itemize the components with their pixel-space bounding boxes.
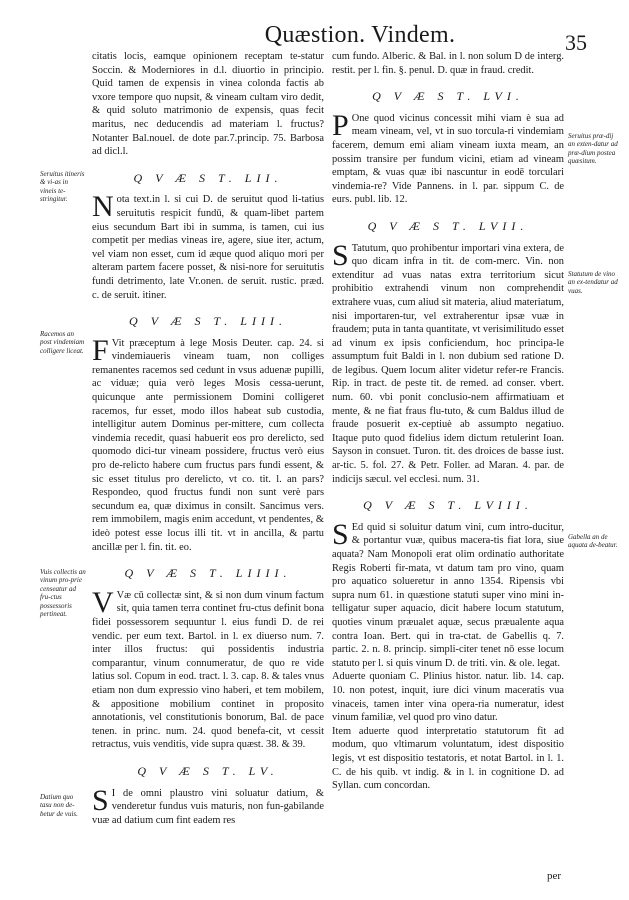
- paragraph: [92, 50, 324, 159]
- running-head: Quæstion. Vindem.: [264, 22, 456, 48]
- question-heading: Q V Æ S T. LVIII.: [363, 498, 533, 513]
- margin-note-left: Seruitus itineris & vi-as in vineis te-stringitur.: [40, 170, 85, 204]
- margin-note-right: Seruitus præ-dij an exten-datur ad præ-dium postea quæsitum.: [568, 132, 618, 166]
- paragraph-text: ota text.in l. si cui D. de seruitut quod li-tatius seruitutis respicit fundū, & quam-libet partem eius secundum Bart ibi in summa, is tamen, cui ius competit per medias vineas ire, agere, siue iter, actum, vel viam non esset, cum id æque quod aliquo mori per alteram partem facere posset, & nisi-nore for seruitutis fundi detrimento, late Vr.onen. de seruit. rustic. præd. c. de seruit. itiner.: [92, 194, 324, 301]
- page-number: 35: [565, 30, 587, 55]
- paragraph: [332, 725, 564, 793]
- paragraph: [332, 50, 564, 77]
- paragraph-text: I de omni plaustro vini soluatur datium, & venderetur fundus vuis maturis, non fun-gabilande vuæ ad datium cum fint eadem res: [92, 787, 324, 826]
- paragraph-text: Tatutum, quo prohibentur importari vina extera, de quo dicam infra in tit. de com-merc. Vin. non extenditur ad vuas natas extra territorium sicut prohibitio extrahendi vinum non comprehendit extrahere vuas, cum aliud sit materia, aliud materiatum, nisi importaren-tur, vel extraherentur ipsæ vuæ in fraudem; puta in tanta quantitate, vt verisimilitudo esset ad vinum ex ipsis conficiendum, hoc principa-le assumptum fuit Baldi in l. non dubium sed ratione D. de legibus. Quem locum aliter videtur refer-re Francis. Rip. in tract. de peste tit. de remed. ad conser. vbert. num. 60. vbi ponit conclusio-nem affirmatiuam et mente, & ne fiat fraus flu-tuto, & cum Baldus illud de fraude posuerit ex-ceptiuè ab assumpto negatiuo. Itaque puto quod fidelius idem dictum retulerint Ioan. Sayson in consuet. Turon. tit. des droices de basse iust. ar-tic. 5. fol. 27. & Petr. Foller. ad Maran. 4. par. de indicijs sæcul. vel ecclesi. num. 31.: [332, 242, 564, 485]
- drop-cap: F: [92, 333, 109, 367]
- question-heading: Q V Æ S T. LII.: [133, 170, 283, 185]
- drop-cap: S: [332, 517, 349, 551]
- paragraph: [92, 585, 324, 752]
- drop-cap: N: [92, 190, 114, 224]
- paragraph-text: Vit præceptum à lege Mosis Deuter. cap. 24. si vindemiaueris vineam tuam, non colliges remanentes racemos sed cedunt in vsus aduenæ pupilli, ac viduæ; quia verò leges Mosis cessa-uerunt, quicunque ante permissionem Domini colligeret racemos, fur esset, modo illos habeat sub custodia, intelligitur autem Dominus per-mittere, cum collecta vindemia recedit, quasi habuerit eos pro derelicto, sed quomodo dici-tur vineam possidere, fructus verò eius pro de-relicto habere cum fructus pars fundi essent, & sic esset titulus pro derelicto, vt co. tit. l. an pars? Respondeo, quod fructus fundi non sunt verè pars secundum ea, quæ diximus in consilt. Sancimus vers. rem immobilem, magis enim accedunt, vt pendentes, & ideò potest esse locus illi tit. vt in ancilla, & partu ancillæ per l. fin. tit. eo.: [92, 337, 324, 553]
- question-heading: Q V Æ S T. LVII.: [367, 218, 529, 233]
- right-column: [332, 50, 564, 793]
- paragraph-text: Item aduerte quod interpretatio statutorum fit ad modum, quo vltimarum voluntatum, idest dispositio legis, vt est dispositio testatoris, et notat Bartol. in l. 1. C. de his quib. vt indig. & in l. in cognitione D. ad Syllan. cum concordan.: [332, 725, 564, 792]
- drop-cap: S: [92, 783, 109, 817]
- paragraph-text: Aduerte quoniam C. Plinius histor. natur. lib. 14. cap. 10. non potest, inquit, iure dici vinum maceratis vua vinaceis, tamen inter vina opera-ria numeratur, idest vinum familiæ, vel quod pro vino datur.: [332, 671, 564, 724]
- paragraph-text: Væ cū collectæ sint, & si non dum vinum factum sit, quia tamen terra continet fru-ctus definit bona fidei possessorem sequuntur l. eius fundi D. de rei vendic. per eum text. Bartol. in l. ex diuerso num. 7. inter illos fructus: qui possidentis industria comparantur, vinum connumeratur, de quo re vide latius sol. Copum in eod. tract. l. 3. cap. 8. & tales vnus etiam non dum expressio vino haberi, et tem mobilem, & appositione mobilium continet in proposito annotationis, vel constitutionis bonorum, Bal. de pace tenen. in princ. num. 24. quod benefa-cit, vt cessit retractus, vuis venditis, vide supra quæst. 38. & 39.: [92, 589, 324, 751]
- question-heading: Q V Æ S T. LIII.: [129, 314, 287, 329]
- margin-note-right: Gabella an de aquata de-beatur.: [568, 533, 618, 550]
- margin-note-right: Statutum de vino an ex-tendatur ad vuas.: [568, 270, 618, 295]
- paragraph-text: citatis locis, eamque opinionem receptam te-statur Soccin. & Moderniores in d.l. diuortio in principio. Quid tamen de expensis in vinea colonda factis ab vxore tempore quo nupsit, & vineam cultam viro dedit, & quid soluto matrimonio de expensis, quas fecit maritus, nec deducendis ad materiam l. fructus? Notanter Bal.nouel. de dote par.7.princip. 75. Barbosa ad dicl.l.: [92, 51, 324, 158]
- paragraph: [92, 333, 324, 555]
- paragraph: [92, 783, 324, 828]
- margin-note-left: Racemos an post vindemiam colligere liceat.: [40, 330, 85, 355]
- left-column: [92, 50, 324, 827]
- paragraph: [332, 670, 564, 724]
- drop-cap: S: [332, 238, 349, 272]
- paragraph: [332, 517, 564, 671]
- question-heading: Q V Æ S T. LIIII.: [124, 566, 292, 581]
- question-heading: Q V Æ S T. LVI.: [372, 89, 524, 104]
- paragraph-text: One quod vicinus concessit mihi viam è sua ad meam vineam, vel, vt in suo torcula-ri vindemiam facerem, demum emi aliam vineam iuxta meam, an possim transire per fundum vicini, etiam ad vineam emptam, & vuas quæ ibi nascuntur in eodē torculari vindemia-re? Vide Pannens. in l. par. sippum C. de eurs. publ. lib. 12.: [332, 112, 564, 206]
- paragraph: [92, 190, 324, 302]
- paragraph: [332, 108, 564, 207]
- paragraph-text: cum fundo. Alberic. & Bal. in l. non solum D de interg. restit. per l. fin. §. penul. D. quæ in fraud. credit.: [332, 51, 564, 76]
- catchword: per: [546, 870, 561, 882]
- margin-note-left: Datium quo tasu non de-betur de vuis.: [40, 793, 78, 818]
- question-heading: Q V Æ S T. LV.: [137, 763, 279, 778]
- drop-cap: P: [332, 108, 349, 142]
- paragraph-text: Ed quid si soluitur datum vini, cum intro-ducitur, & portantur vuæ, quibus macera-tis fiat lora, siue aquata? Nam Monopoli erat olim ordinatio authoritate Regis Roberti fir-mata, vt datum tam pro vino, quam pro aquatico solueretur in anno 1354. Ripensis vbi supra num 61. in quæstione statuti super vino mini in-telligatur super aquacio, dicit habere locum statutum, quoties vinum præualet aquæ, secus præualente aqua contra Ioan. Bert. qui in tra-ctat. de Gabellis q. 7. partic. 2. n. 8. princip. simpli-citer tenet nō esse locum statuto per l. si quis vinum D. de triti. vin. & ole. legat.: [332, 521, 564, 669]
- drop-cap: V: [92, 585, 114, 619]
- margin-note-left: Vuis collectis an vinum pro-prie censeatur ad fru-ctus possessoris pertineat.: [40, 568, 86, 619]
- paragraph: [332, 238, 564, 487]
